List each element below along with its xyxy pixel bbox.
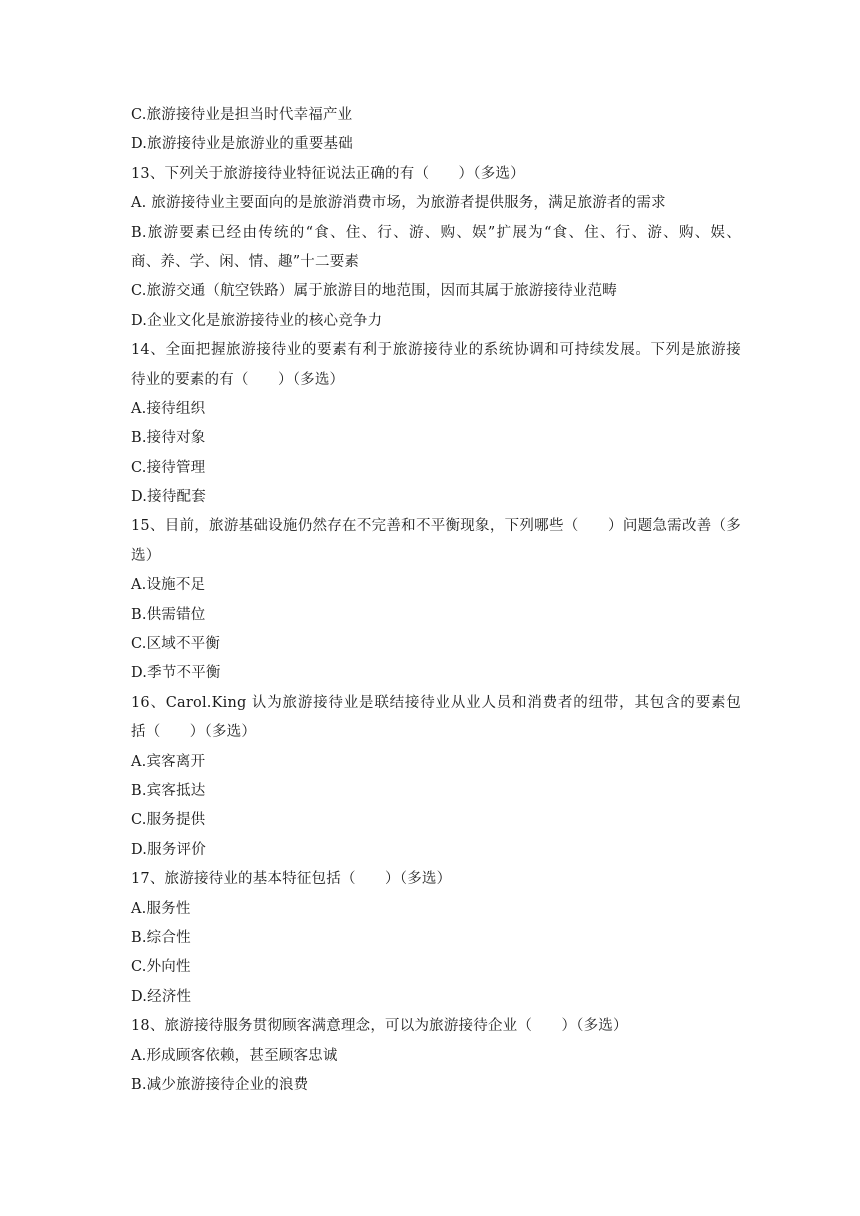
option-line: D.企业文化是旅游接待业的核心竞争力: [131, 312, 383, 329]
option-line: B.综合性: [131, 929, 191, 946]
option-line: A.形成顾客依赖，甚至顾客忠诚: [131, 1047, 338, 1064]
option-line: B.减少旅游接待企业的浪费: [131, 1076, 309, 1093]
option-line: C.旅游交通（航空铁路）属于旅游目的地范围，因而其属于旅游接待业范畴: [131, 283, 617, 300]
option-line: A.宾客离开: [131, 753, 206, 770]
question-line: 17、旅游接待业的基本特征包括（ ）（多选）: [131, 871, 452, 888]
option-line: B.旅游要素已经由传统的“食、住、行、游、购、娱”扩展为“食、住、行、游、购、娱、: [131, 224, 741, 241]
option-line: C.旅游接待业是担当时代幸福产业: [131, 107, 353, 123]
question-text: [131, 101, 741, 1100]
option-line: B.接待对象: [131, 430, 206, 447]
question-line-continued: 选）: [131, 547, 161, 564]
option-line: A.接待组织: [131, 400, 206, 417]
option-line: C.区域不平衡: [131, 636, 221, 653]
option-line: D.接待配套: [131, 489, 206, 506]
option-line-continued: 商、养、学、闲、情、趣”十二要素: [131, 253, 360, 270]
option-line: D.服务评价: [131, 841, 206, 858]
option-line: A. 旅游接待业主要面向的是旅游消费市场，为旅游者提供服务，满足旅游者的需求: [131, 195, 666, 212]
question-line: 13、下列关于旅游接待业特征说法正确的有（ ）（多选）: [131, 165, 525, 182]
option-line: D.季节不平衡: [131, 665, 221, 682]
option-line: D.经济性: [131, 988, 192, 1005]
question-line-continued: 待业的要素的有（ ）（多选）: [131, 371, 345, 388]
option-line: A.设施不足: [131, 577, 206, 594]
option-line: C.外向性: [131, 959, 191, 976]
option-line: C.服务提供: [131, 812, 206, 829]
question-line: 16、Carol.King 认为旅游接待业是联结接待业从业人员和消费者的纽带，其包含的要素包: [131, 694, 741, 711]
option-line: C.接待管理: [131, 459, 206, 476]
question-line: 14、全面把握旅游接待业的要素有利于旅游接待业的系统协调和可持续发展。下列是旅游接: [131, 342, 741, 359]
option-line: D.旅游接待业是旅游业的重要基础: [131, 136, 353, 153]
option-line: B.宾客抵达: [131, 782, 206, 799]
question-line: 15、目前，旅游基础设施仍然存在不完善和不平衡现象，下列哪些（ ）问题急需改善（多: [131, 518, 741, 535]
question-line: 18、旅游接待服务贯彻顾客满意理念，可以为旅游接待企业（ ）（多选）: [131, 1018, 628, 1035]
option-line: B.供需错位: [131, 606, 206, 623]
option-line: A.服务性: [131, 900, 191, 917]
question-line-continued: 括（ ）（多选）: [131, 724, 257, 741]
